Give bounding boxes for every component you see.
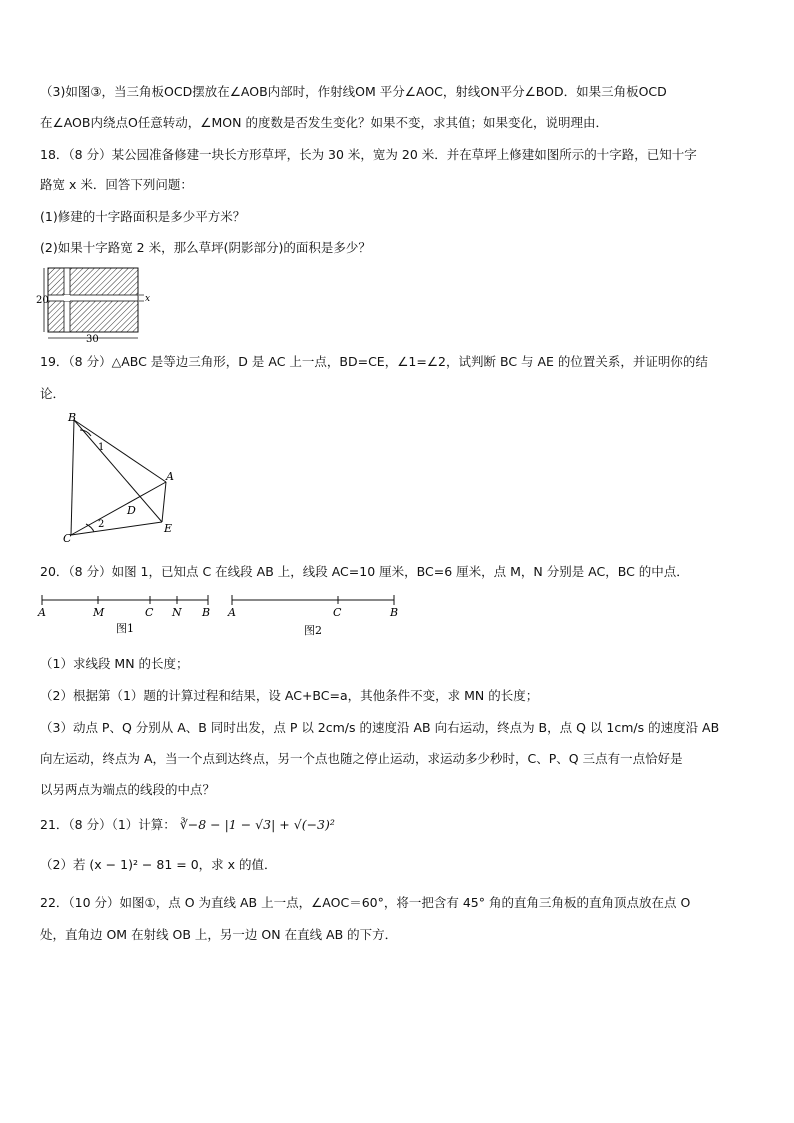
fig2-point-a: A xyxy=(228,606,236,619)
q20-stem: 20．（8 分）如图 1，已知点 C 在线段 AB 上，线段 AC=10 厘米，BC=6 厘米，点 M，N 分别是 AC，BC 的中点． xyxy=(40,564,689,579)
q17-3-line1: （3)如图③，当三角板OCD摆放在∠AOB内部时，作射线OM 平分∠AOC，射线ON平分∠BOD．如果三角板OCD xyxy=(40,84,667,99)
q21-part1-expression: ∛−8 − |1 − √3| + √(−3)² xyxy=(179,817,335,832)
q19-point-e: E xyxy=(164,522,173,535)
q22-stem-line1: 22．（10 分）如图①，点 O 为直线 AB 上一点，∠AOC＝60°，将一把含有 45° 角的直角三角板的直角顶点放在点 O xyxy=(40,895,691,910)
q18-stem-line1: 18．（8 分）某公园准备修建一块长方形草坪，长为 30 米，宽为 20 米．并在草坪上修建如图所示的十字路，已知十字 xyxy=(40,147,697,162)
q20-line-figures xyxy=(36,592,406,640)
q18-road-label: x xyxy=(145,294,151,304)
q20-part1: （1）求线段 MN 的长度； xyxy=(40,656,189,671)
q18-height-label: 20 xyxy=(36,295,49,306)
fig2-point-b: B xyxy=(390,606,399,619)
q18-lawn-figure xyxy=(36,264,154,346)
q19-angle1-label: 1 xyxy=(98,442,105,453)
q19-stem-line1: 19．（8 分）△ABC 是等边三角形，D 是 AC 上一点，BD=CE，∠1=∠2，试判断 BC 与 AE 的位置关系，并证明你的结 xyxy=(40,354,708,369)
q18-part2: (2)如果十字路宽 2 米，那么草坪(阴影部分)的面积是多少？ xyxy=(40,240,371,255)
q19-point-a: A xyxy=(166,470,174,483)
fig1-point-m: M xyxy=(93,606,105,619)
q19-point-d: D xyxy=(127,504,136,517)
fig1-point-a: A xyxy=(38,606,46,619)
q17-3-line2: 在∠AOB内绕点O任意转动，∠MON 的度数是否发生变化？如果不变，求其值；如果变化，说明理由． xyxy=(40,115,608,130)
q21-part1 xyxy=(40,817,335,833)
q20-part3-line3: 以另两点为端点的线段的中点？ xyxy=(40,782,216,797)
q20-part2: （2）根据第（1）题的计算过程和结果，设 AC+BC=a，其他条件不变，求 MN 的长度； xyxy=(40,688,539,703)
fig1-point-n: N xyxy=(172,606,182,619)
fig2-point-c: C xyxy=(333,606,342,619)
q21-part1-prefix: 21．（8 分）（1）计算： xyxy=(40,817,176,832)
q19-stem-line2: 论． xyxy=(40,386,66,401)
q18-stem-line2: 路宽 x 米．回答下列问题： xyxy=(40,177,193,192)
fig1-point-b: B xyxy=(202,606,211,619)
q19-point-b: B xyxy=(68,411,77,424)
fig1-point-c: C xyxy=(145,606,154,619)
q22-stem-line2: 处，直角边 OM 在射线 OB 上，另一边 ON 在直线 AB 的下方． xyxy=(40,927,398,942)
q18-width-label: 30 xyxy=(86,334,99,345)
fig2-caption: 图2 xyxy=(304,624,322,637)
q20-part3-line2: 向左运动，终点为 A，当一个点到达终点，另一个点也随之停止运动，求运动多少秒时，C、P、Q 三点有一点恰好是 xyxy=(40,751,683,766)
fig1-caption: 图1 xyxy=(116,622,134,635)
q19-triangle-figure xyxy=(60,408,180,548)
q20-part3-line1: （3）动点 P、Q 分别从 A、B 同时出发，点 P 以 2cm/s 的速度沿 AB 向右运动，终点为 B，点 Q 以 1cm/s 的速度沿 AB xyxy=(40,720,720,735)
q19-point-c: C xyxy=(63,532,72,545)
q19-angle2-label: 2 xyxy=(98,519,105,530)
q18-part1: (1)修建的十字路面积是多少平方米？ xyxy=(40,209,246,224)
q21-part2: （2）若 (x − 1)² − 81 = 0，求 x 的值． xyxy=(40,857,277,872)
